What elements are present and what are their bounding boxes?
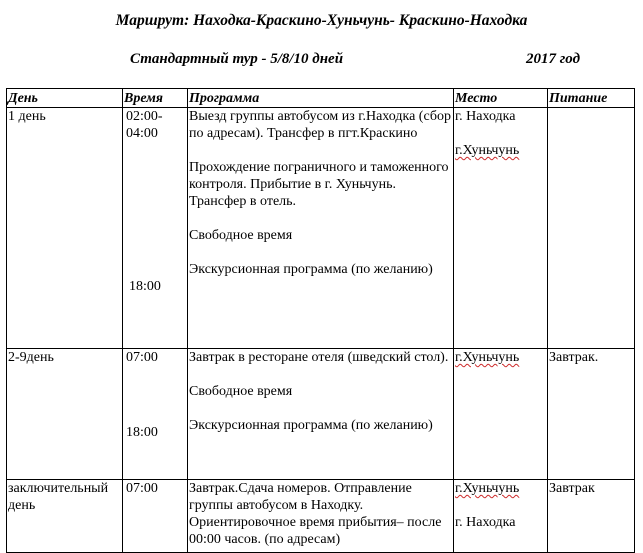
place-value: г.Хуньчунь xyxy=(455,350,520,365)
time-value: 18:00 xyxy=(126,425,158,440)
place-cell xyxy=(454,108,548,349)
program-cell xyxy=(188,480,454,553)
time-value: 02:00- xyxy=(126,109,163,124)
time-value: 07:00 xyxy=(126,350,158,365)
day-cell xyxy=(7,108,123,349)
table-header-row xyxy=(7,89,635,108)
column-header-meals: Питание xyxy=(548,89,635,108)
day-label: заключительный день xyxy=(8,481,109,513)
program-text: Завтрак в ресторане отеля (шведский стол). xyxy=(189,350,449,365)
program-text: Прохождение пограничного и таможенного контроля. Прибытие в г. Хуньчунь. Трансфер в отель. xyxy=(189,160,449,209)
tour-subtitle: Стандартный тур - 5/8/10 дней xyxy=(130,51,344,67)
day-cell xyxy=(7,480,123,553)
time-cell xyxy=(123,349,188,480)
program-text: Экскурсионная программа (по желанию) xyxy=(189,418,433,433)
meals-cell xyxy=(548,108,635,349)
meals-cell xyxy=(548,480,635,553)
table-row xyxy=(7,349,635,480)
meals-cell xyxy=(548,349,635,480)
program-text: Свободное время xyxy=(189,384,293,399)
place-value: г. Находка xyxy=(455,515,516,530)
day-cell xyxy=(7,349,123,480)
tour-year: 2017 год xyxy=(526,51,581,67)
time-cell xyxy=(123,480,188,553)
program-text: Завтрак.Сдача номеров. Отправление группы автобусом в Находку. Ориентировочное время прибытия– после 00:00 часов. (по адресам) xyxy=(189,481,442,547)
time-cell xyxy=(123,108,188,349)
day-label: 1 день xyxy=(8,109,46,124)
place-cell xyxy=(454,349,548,480)
meals-value: Завтрак xyxy=(549,481,595,496)
time-value: 04:00 xyxy=(126,126,158,141)
column-header-place: Место xyxy=(454,89,548,108)
itinerary-table xyxy=(6,88,635,553)
column-header-program: Программа xyxy=(188,89,454,108)
place-value: г. Находка xyxy=(455,109,516,124)
column-header-day: День xyxy=(7,89,123,108)
table-row xyxy=(7,480,635,553)
day-label: 2-9день xyxy=(8,350,54,365)
program-cell xyxy=(188,349,454,480)
time-value: 07:00 xyxy=(126,481,158,496)
table-row xyxy=(7,108,635,349)
program-text: Выезд группы автобусом из г.Находка (сбор по адресам). Трансфер в пгт.Краскино xyxy=(189,109,451,141)
place-value: г.Хуньчунь xyxy=(455,481,520,496)
meals-value: Завтрак. xyxy=(549,350,599,365)
program-cell xyxy=(188,108,454,349)
program-text: Свободное время xyxy=(189,228,293,243)
time-value: 18:00 xyxy=(129,279,161,294)
column-header-time: Время xyxy=(123,89,188,108)
route-title: Маршрут: Находка-Краскино-Хуньчунь- Краскино-Находка xyxy=(115,12,528,29)
place-value: г.Хуньчунь xyxy=(455,143,520,158)
program-text: Экскурсионная программа (по желанию) xyxy=(189,262,433,277)
place-cell xyxy=(454,480,548,553)
